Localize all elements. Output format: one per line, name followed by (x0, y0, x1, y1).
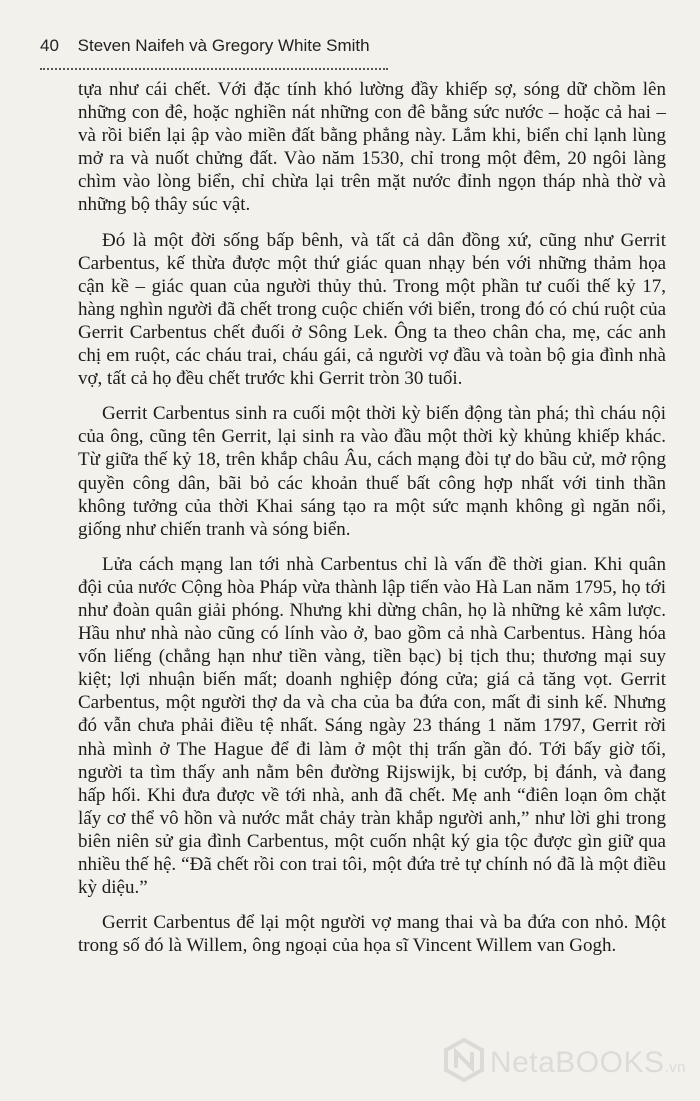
running-header (40, 36, 670, 66)
watermark (444, 1038, 686, 1087)
paragraph-5: Gerrit Carbentus để lại một người vợ mang thai và ba đứa con nhỏ. Một trong số đó là Willem, ông ngoại của họa sĩ Vincent Willem van Gogh. (78, 912, 666, 957)
paragraph-2: Đó là một đời sống bấp bênh, và tất cả dân đồng xứ, cũng như Gerrit Carbentus, kế thừa được một thứ giác quan nhạy bén với những thảm họa cận kề – giác quan của người thủy thủ. Trong một phần tư cuối thế kỷ 17, hàng nghìn người đã chết trong cuộc chiến với biển, trong đó có chú ruột của Gerrit Carbentus chết đuối ở Sông Lek. Ông ta theo chân cha, mẹ, các anh chị em ruột, các cháu trai, cháu gái, cả người vợ đầu và toàn bộ gia đình nhà vợ, tất cả họ đều chết trước khi Gerrit tròn 30 tuổi. (78, 229, 666, 390)
header-dotted-rule (40, 68, 388, 70)
paragraph-4: Lửa cách mạng lan tới nhà Carbentus chỉ là vấn đề thời gian. Khi quân đội của nước Cộng hòa Pháp vừa thành lập tiến vào Hà Lan năm 1795, họ tới như đoàn quân giải phóng. Nhưng khi dừng chân, họ là những kẻ xâm lược. Hầu như nhà nào cũng có lính vào ở, bao gồm cả nhà Carbentus. Hàng hóa vốn liếng (chẳng hạn như tiền vàng, tiền bạc) bị tịch thu; thương mại suy kiệt; lợi nhuận biến mất; doanh nghiệp đóng cửa; giá cả tăng vọt. Gerrit Carbentus, một người thợ da và cha của ba đứa con, mất đi sinh kế. Nhưng đó vẫn chưa phải điều tệ nhất. Sáng ngày 23 tháng 1 năm 1797, Gerrit rời nhà mình ở The Hague để đi làm ở một thị trấn gần đó. Tới bấy giờ tối, người ta tìm thấy anh nằm bên đường Rijswijk, bị cướp, bị đánh, và đang hấp hối. Khi đưa được về tới nhà, anh đã chết. Mẹ anh “điên loạn ôm chặt lấy cơ thể vô hồn và nước mắt chảy tràn khắp người anh,” như lời ghi trong biên niên sử gia đình Carbentus, một cuốn nhật ký gia tộc được gìn giữ qua nhiều thế hệ. “Đã chết rồi con trai tôi, một đứa trẻ tự chính nó đã là một điều kỳ diệu.” (78, 553, 666, 899)
paragraph-1: tựa như cái chết. Với đặc tính khó lường đầy khiếp sợ, sóng dữ chồm lên những con đê, hoặc nghiền nát những con đê bằng sức nước – hoặc cả hai – và rồi biển lại ập vào miền đất bằng phẳng này. Lắm khi, biển chỉ lạnh lùng mở ra và nuốt chửng đất. Vào năm 1530, chỉ trong một đêm, 20 ngôi làng chìm vào lòng biển, chỉ chừa lại trên mặt nước đỉnh ngọn tháp nhà thờ và những bộ thây súc vật. (78, 79, 666, 216)
body-text (78, 78, 666, 969)
paragraph-3: Gerrit Carbentus sinh ra cuối một thời kỳ biến động tàn phá; thì cháu nội của ông, cũng tên Gerrit, lại sinh ra vào đầu một thời kỳ khủng khiếp khác. Từ giữa thế kỷ 18, trên khắp châu Âu, cách mạng đòi tự do bầu cử, mở rộng quyền công dân, bãi bỏ các khoản thuế bất công hợp nhất với tinh thần không tưởng của thời Khai sáng tạo ra một sức mạnh không gì ngăn nổi, giống như chiến tranh và sóng biển. (78, 403, 666, 540)
page-number: 40 (40, 36, 59, 55)
header-authors: Steven Naifeh và Gregory White Smith (77, 36, 370, 55)
netabooks-logo-icon (444, 1038, 484, 1087)
watermark-text: NetaBOOKS.vn (489, 1045, 686, 1079)
